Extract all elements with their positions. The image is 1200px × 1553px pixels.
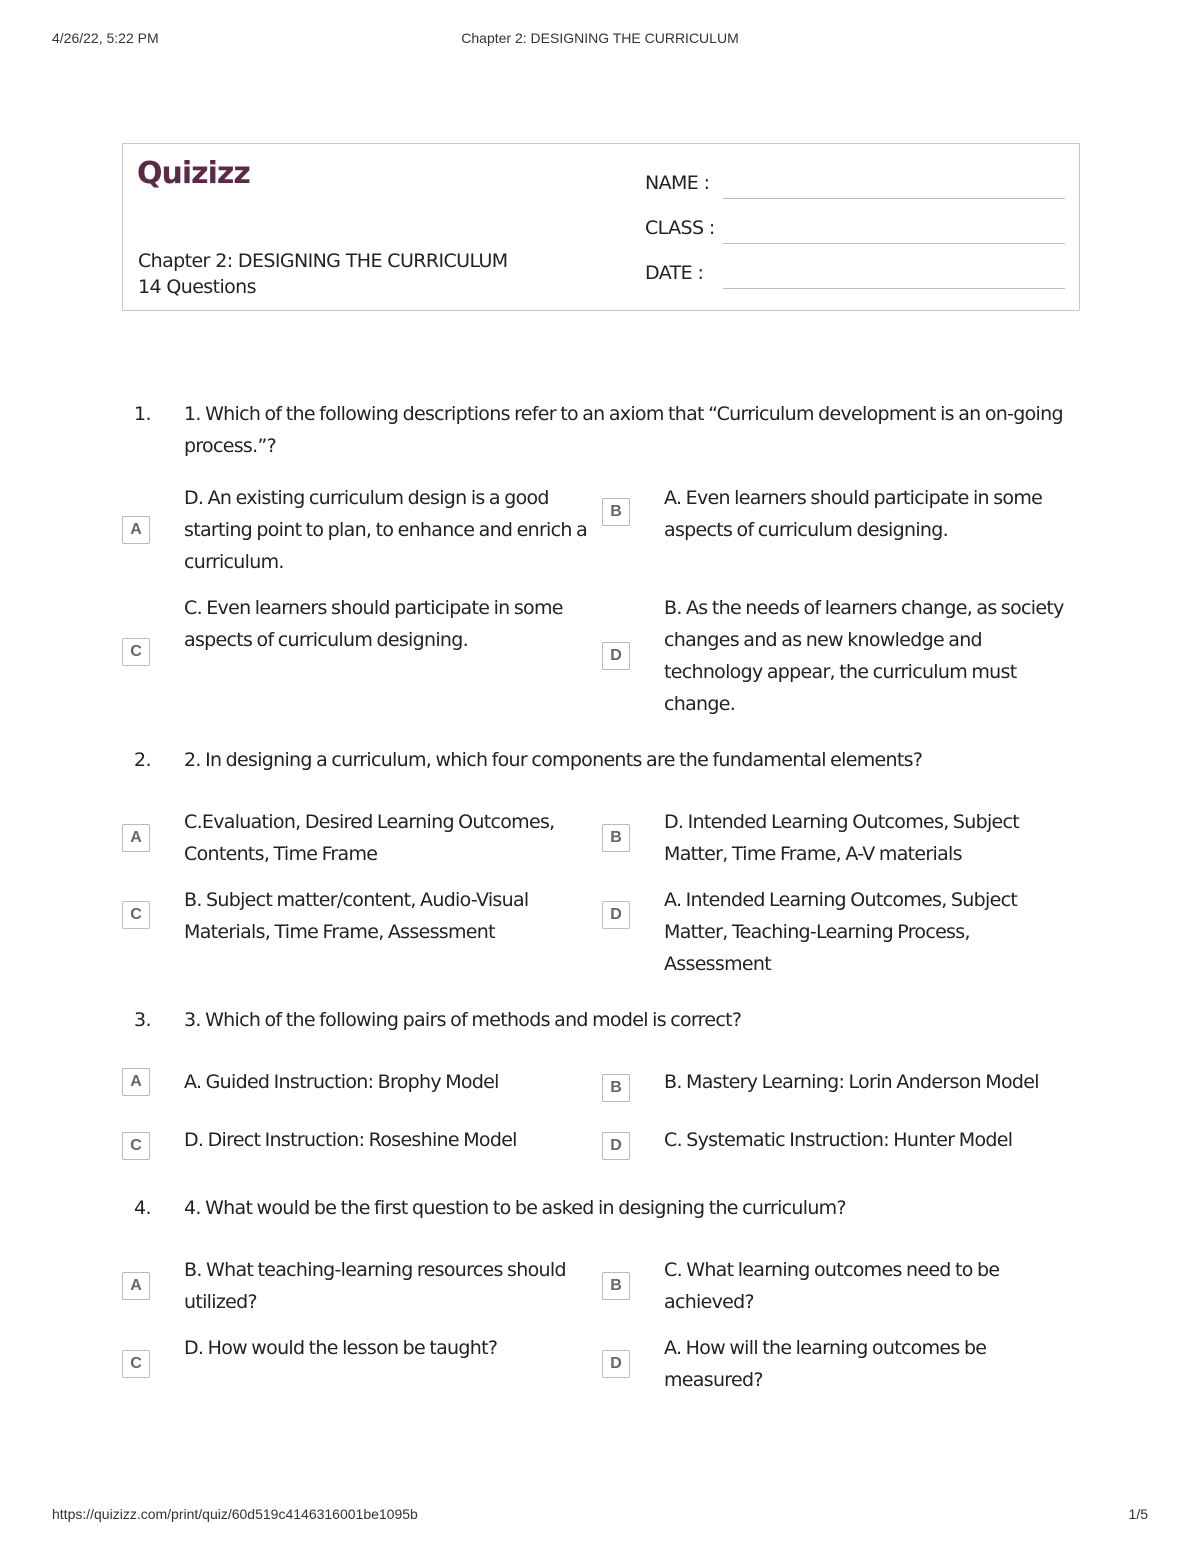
option-text: A. How will the learning outcomes be measured?	[664, 1337, 987, 1391]
question-number: 3.	[134, 1009, 151, 1031]
option-text: A. Guided Instruction: Brophy Model	[184, 1071, 499, 1093]
option-b[interactable]	[602, 482, 1080, 578]
option-text: D. Direct Instruction: Roseshine Model	[184, 1129, 517, 1151]
option-letter-box[interactable]: D	[602, 1350, 630, 1378]
option-letter-box[interactable]: C	[122, 1132, 150, 1160]
name-label: NAME :	[645, 172, 710, 194]
question-number: 2.	[134, 749, 151, 771]
date-label: DATE :	[645, 262, 704, 284]
date-line[interactable]	[723, 288, 1065, 289]
option-c[interactable]	[122, 1332, 602, 1396]
option-letter-box[interactable]: B	[602, 1074, 630, 1102]
question-number: 4.	[134, 1197, 151, 1219]
option-a[interactable]	[122, 1066, 602, 1110]
date-field[interactable]	[645, 262, 1065, 292]
option-letter-box[interactable]: D	[602, 642, 630, 670]
question-list	[122, 398, 1080, 1402]
option-d[interactable]	[602, 592, 1080, 720]
question-number: 1.	[134, 403, 151, 425]
option-b[interactable]	[602, 1254, 1080, 1318]
name-line[interactable]	[723, 198, 1065, 199]
class-line[interactable]	[723, 243, 1065, 244]
class-field[interactable]	[645, 217, 1065, 247]
quizizz-logo: Quizizz	[137, 156, 250, 191]
option-a[interactable]	[122, 806, 602, 870]
option-a[interactable]	[122, 482, 602, 578]
option-text: B. Mastery Learning: Lorin Anderson Model	[664, 1071, 1039, 1093]
quiz-info-box	[122, 143, 1080, 311]
option-letter-box[interactable]: B	[602, 1272, 630, 1300]
print-url[interactable]: https://quizizz.com/print/quiz/60d519c4146316001be1095b	[52, 1506, 418, 1522]
option-text: C. What learning outcomes need to be achieved?	[664, 1259, 1000, 1313]
option-text: D. An existing curriculum design is a good starting point to plan, to enhance and enrich a curriculum.	[184, 487, 588, 573]
question-text: 1. Which of the following descriptions refer to an axiom that “Curriculum development is an on-going process.”?	[184, 403, 1063, 457]
option-text: A. Intended Learning Outcomes, Subject Matter, Teaching-Learning Process, Assessment	[664, 889, 1018, 975]
option-d[interactable]	[602, 1332, 1080, 1396]
question-1	[122, 398, 1080, 738]
class-label: CLASS :	[645, 217, 715, 239]
option-text: D. How would the lesson be taught?	[184, 1337, 498, 1359]
quiz-title-block	[138, 248, 508, 300]
print-title: Chapter 2: DESIGNING THE CURRICULUM	[461, 30, 739, 46]
option-letter-box[interactable]: B	[602, 824, 630, 852]
option-text: B. As the needs of learners change, as society changes and as new knowledge and technology appear, the curriculum must change.	[664, 597, 1064, 715]
option-letter-box[interactable]: A	[122, 1068, 150, 1096]
option-c[interactable]	[122, 1124, 602, 1168]
question-4	[122, 1192, 1080, 1396]
option-d[interactable]	[602, 1124, 1080, 1168]
option-letter-box[interactable]: D	[602, 1132, 630, 1160]
option-letter-box[interactable]: A	[122, 1272, 150, 1300]
option-a[interactable]	[122, 1254, 602, 1318]
option-c[interactable]	[122, 884, 602, 980]
option-text: C.Evaluation, Desired Learning Outcomes, Contents, Time Frame	[184, 811, 555, 865]
option-text: D. Intended Learning Outcomes, Subject Matter, Time Frame, A-V materials	[664, 811, 1020, 865]
option-text: B. What teaching-learning resources should utilized?	[184, 1259, 566, 1313]
print-datetime: 4/26/22, 5:22 PM	[52, 30, 159, 46]
question-2	[122, 744, 1080, 998]
option-text: C. Even learners should participate in some aspects of curriculum designing.	[184, 597, 563, 651]
question-text: 4. What would be the first question to be asked in designing the curriculum?	[184, 1197, 846, 1219]
option-c[interactable]	[122, 592, 602, 720]
question-text: 2. In designing a curriculum, which four components are the fundamental elements?	[184, 749, 923, 771]
option-letter-box[interactable]: A	[122, 516, 150, 544]
option-text: B. Subject matter/content, Audio-Visual Materials, Time Frame, Assessment	[184, 889, 529, 943]
page-number: 1/5	[1128, 1506, 1148, 1522]
option-d[interactable]	[602, 884, 1080, 980]
name-field[interactable]	[645, 172, 1065, 202]
quiz-title: Chapter 2: DESIGNING THE CURRICULUM	[138, 250, 508, 272]
question-count: 14 Questions	[138, 276, 256, 298]
option-letter-box[interactable]: B	[602, 498, 630, 526]
option-letter-box[interactable]: C	[122, 901, 150, 929]
option-letter-box[interactable]: C	[122, 1350, 150, 1378]
option-letter-box[interactable]: C	[122, 638, 150, 666]
option-letter-box[interactable]: A	[122, 824, 150, 852]
option-text: C. Systematic Instruction: Hunter Model	[664, 1129, 1013, 1151]
question-3	[122, 1004, 1080, 1186]
option-b[interactable]	[602, 1066, 1080, 1110]
option-b[interactable]	[602, 806, 1080, 870]
option-letter-box[interactable]: D	[602, 901, 630, 929]
option-text: A. Even learners should participate in some aspects of curriculum designing.	[664, 487, 1043, 541]
question-text: 3. Which of the following pairs of methods and model is correct?	[184, 1009, 742, 1031]
